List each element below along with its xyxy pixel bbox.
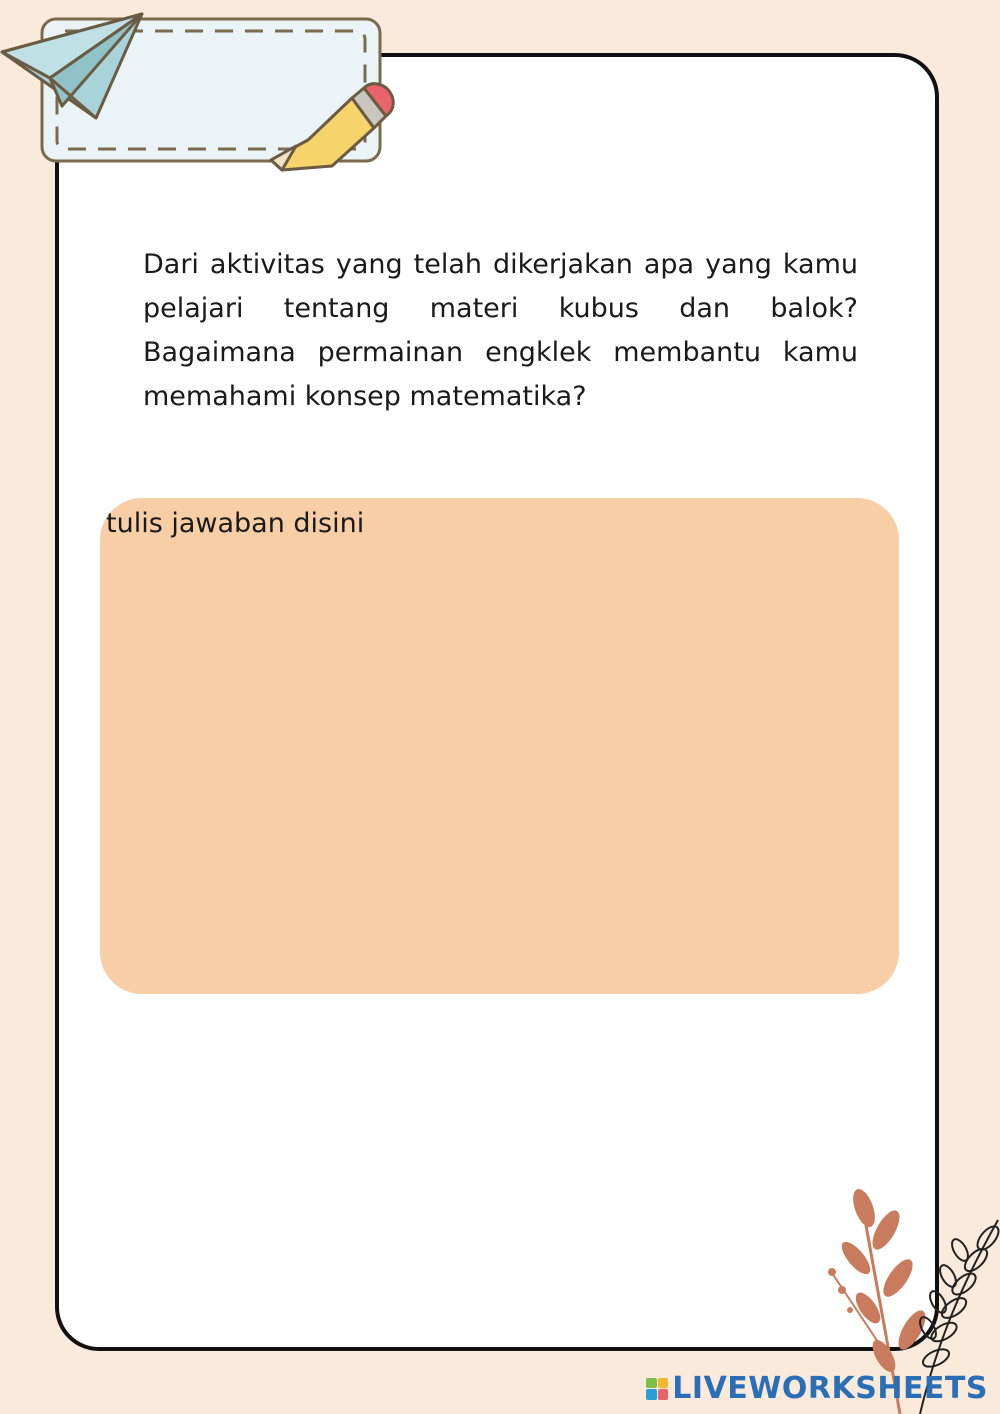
- header-decoration: [0, 0, 420, 190]
- question-text: Dari aktivitas yang telah dikerjakan apa yang kamu pelajari tentang materi kubus dan balok? Bagaimana permainan engklek membantu kamu memahami konsep matematika?: [143, 249, 858, 412]
- liveworksheets-logo-icon: [646, 1378, 668, 1400]
- watermark-text: LIVEWORKSHEETS: [672, 1371, 988, 1406]
- answer-input[interactable]: [100, 498, 899, 994]
- liveworksheets-watermark: [646, 1371, 988, 1406]
